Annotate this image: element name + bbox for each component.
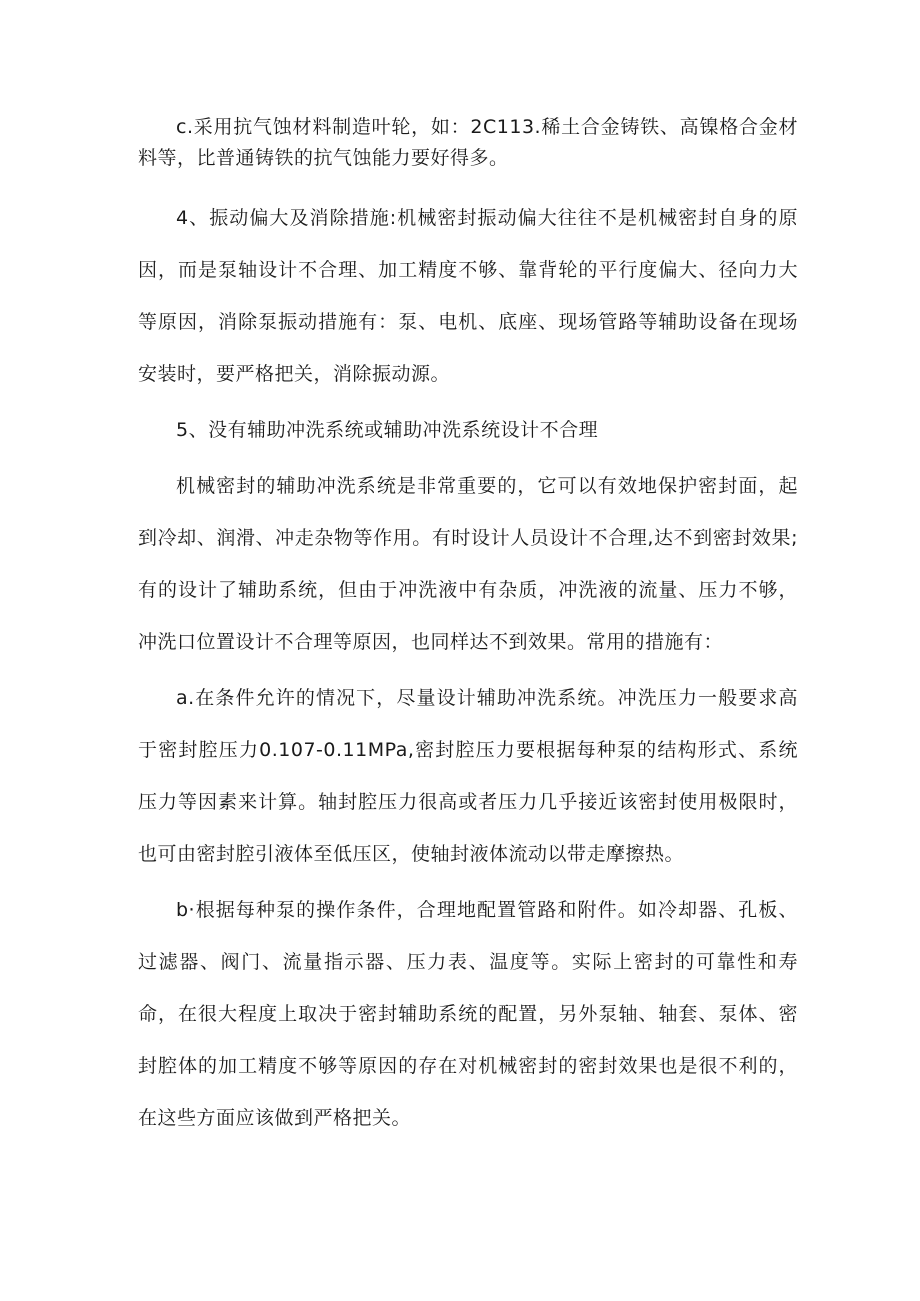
paragraph-flush-system: 机械密封的辅助冲洗系统是非常重要的，它可以有效地保护密封面，起到冷却、润滑、冲走杂物等作用。有时设计人员设计不合理,达不到密封效果;有的设计了辅助系统，但由于冲洗液中有杂质，冲洗液的流量、压力不够，冲洗口位置设计不合理等原因，也同样达不到效果。常用的措施有： [138,475,798,653]
paragraph-4-vibration: 4、振动偏大及消除措施:机械密封振动偏大往往不是机械密封自身的原因，而是泵轴设计不合理、加工精度不够、靠背轮的平行度偏大、径向力大等原因，消除泵振动措施有：泵、电机、底座、现场管路等辅助设备在现场安装时，要严格把关，消除振动源。 [138,207,798,385]
paragraph-a-measures: a.在条件允许的情况下，尽量设计辅助冲洗系统。冲洗压力一般要求高于密封腔压力0.107-0.11MPa,密封腔压力要根据每种泵的结构形式、系统压力等因素来计算。轴封腔压力很高或者压力几乎接近该密封使用极限时，也可由密封腔引液体至低压区，使轴封液体流动以带走摩擦热。 [138,687,798,865]
paragraph-5-heading: 5、没有辅助冲洗系统或辅助冲洗系统设计不合理 [176,419,599,441]
document-body [138,112,798,1144]
paragraph-c-anti-cavitation: c.采用抗气蚀材料制造叶轮，如：2C113.稀土合金铸铁、高镍格合金材料等，比普通铸铁的抗气蚀能力要好得多。 [138,116,798,169]
paragraph-b-measures: b·根据每种泵的操作条件，合理地配置管路和附件。如冷却器、孔板、过滤器、阀门、流量指示器、压力表、温度等。实际上密封的可靠性和寿命，在很大程度上取决于密封辅助系统的配置，另外泵轴、轴套、泵体、密封腔体的加工精度不够等原因的存在对机械密封的密封效果也是很不利的，在这些方面应该做到严格把关。 [138,899,798,1129]
